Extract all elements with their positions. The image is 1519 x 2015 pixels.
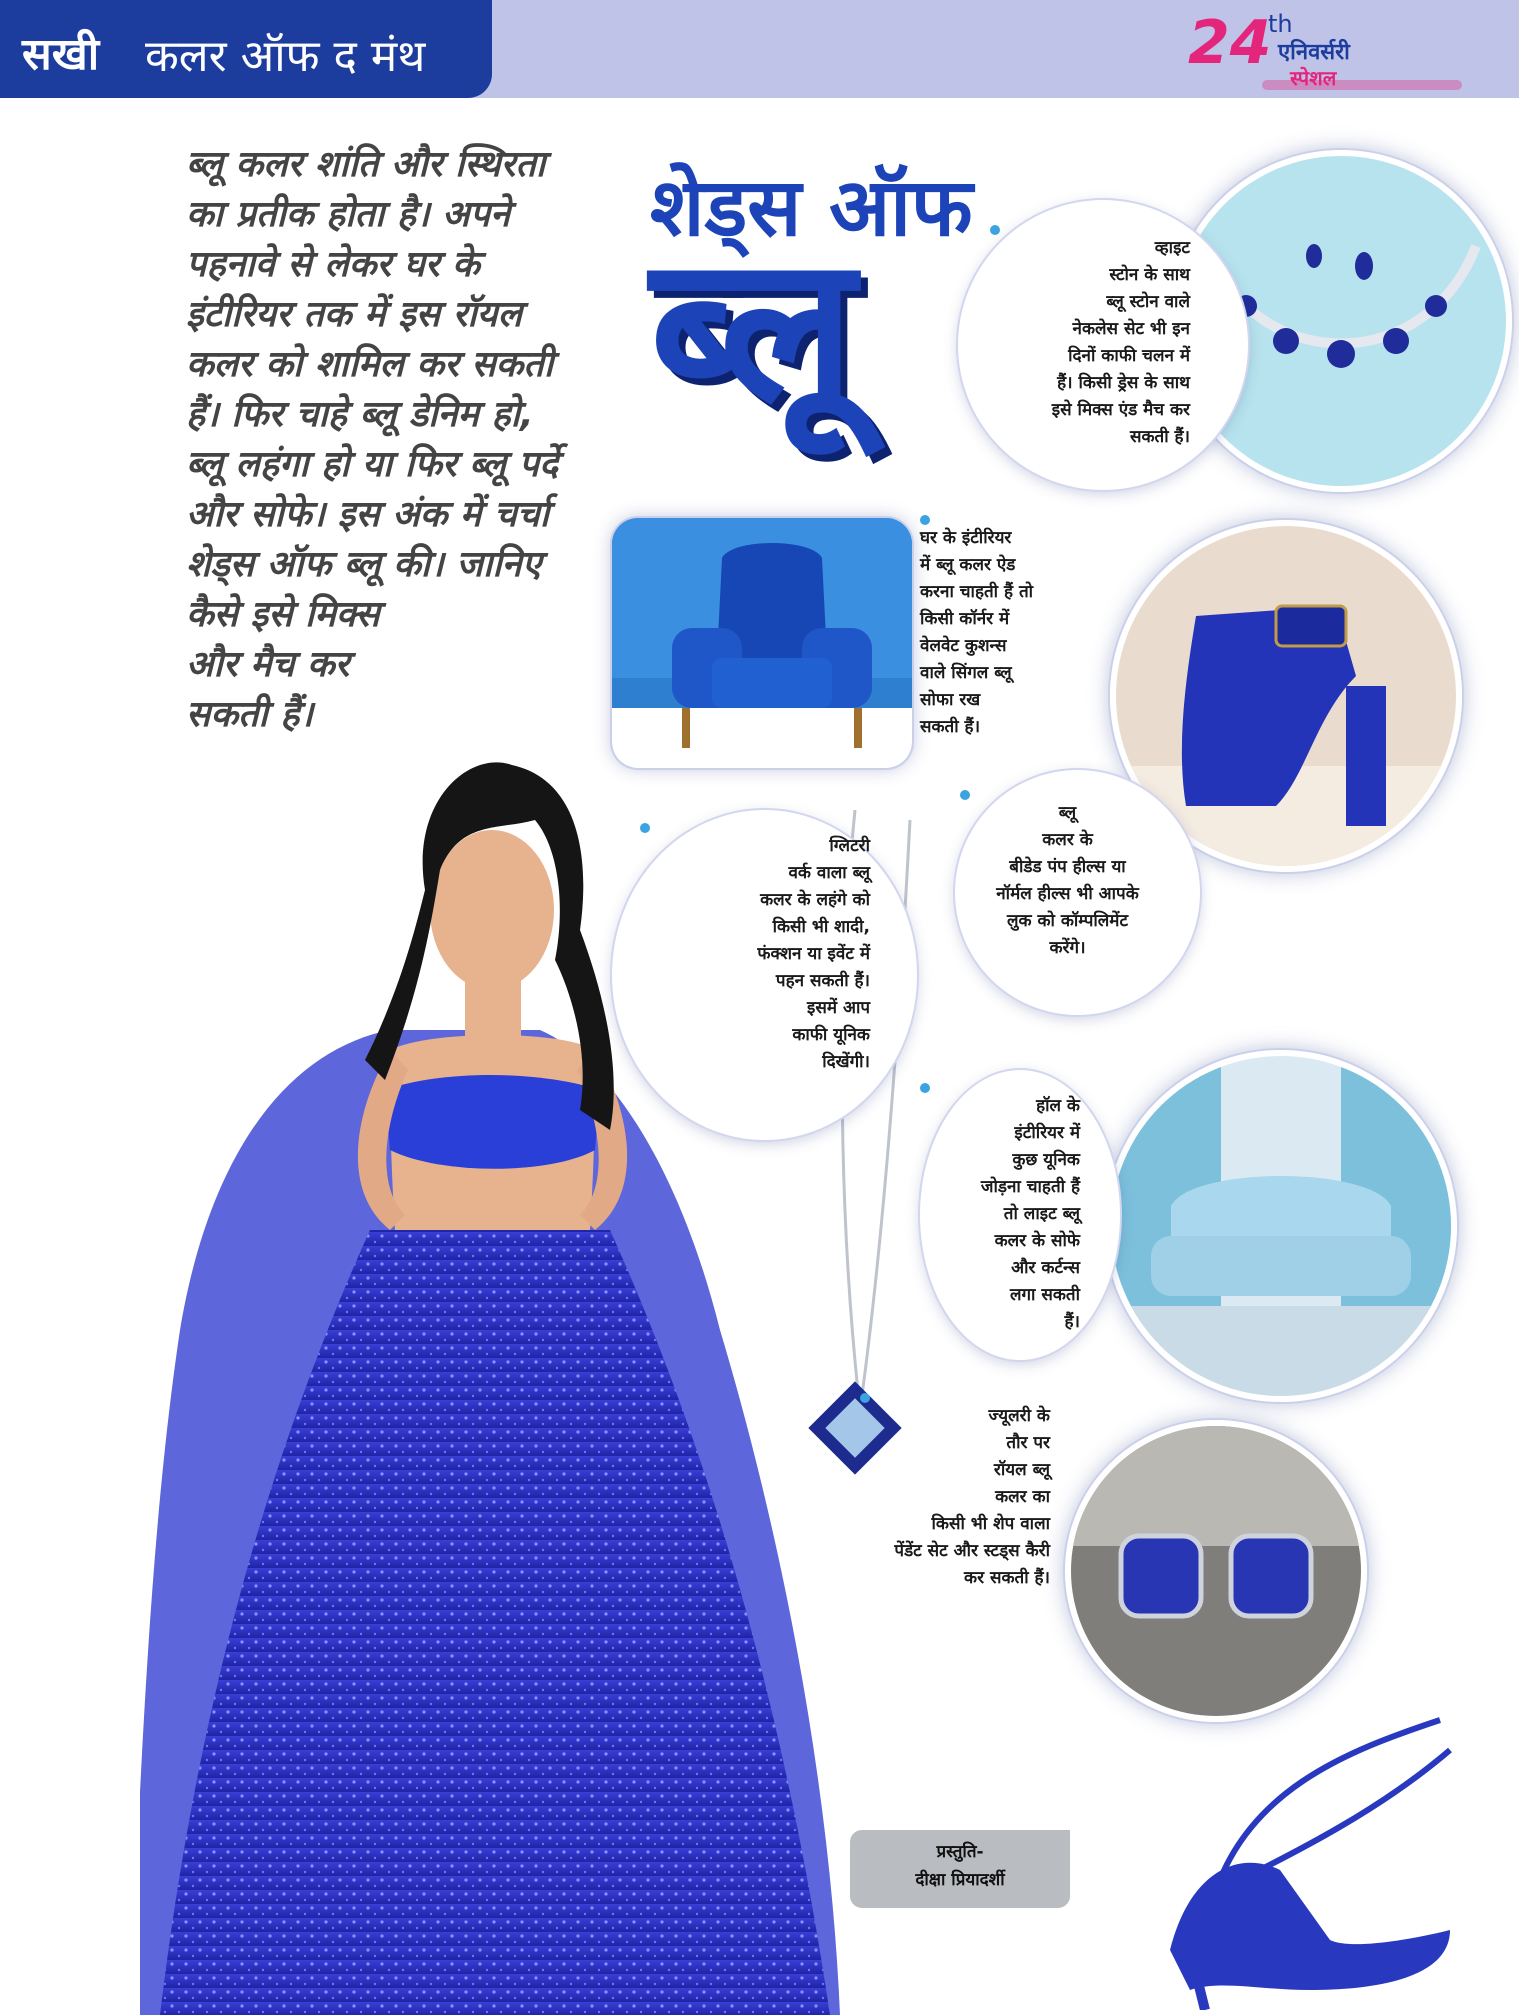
caption-line: रॉयल ब्लू [993,1460,1050,1480]
headline-line1: शेड्स ऑफ [650,161,973,254]
anniversary-line1: एनिवर्सरी [1278,40,1350,65]
caption-line: घर के इंटीरियर [920,515,1110,552]
caption-line: तो लाइट ब्लू [1003,1204,1080,1224]
anniversary-line2: स्पेशल [1290,66,1337,90]
caption-line: फंक्शन या इवेंट में [757,944,870,964]
bullet-icon [920,1083,930,1093]
intro-line: और सोफे। इस अंक में चर्चा [186,494,550,535]
intro-line: ब्लू लहंगा हो या फिर ब्लू पर्दे [186,444,559,485]
caption-line: पहन सकती हैं। [775,971,870,991]
caption-line: ज्यूलरी के [860,1393,1050,1430]
section-name: सखी [22,29,100,80]
caption-line: इसमें आप [807,998,870,1018]
intro-line: का प्रतीक होता है। अपने [186,194,511,235]
caption-line: हैं। [1064,1312,1080,1332]
anniversary-ordinal: th [1268,10,1293,38]
light-blue-sofa-photo [1105,1050,1457,1402]
intro-line: पहनावे से लेकर घर के [186,244,480,285]
bullet-icon [990,225,1000,235]
caption-line: जोड़ना चाहती हैं [980,1177,1080,1197]
caption-line: ब्लू [960,790,1175,827]
caption-line: किसी भी शादी, [772,917,870,937]
caption-line: लुक को कॉम्पलिमेंट [1006,911,1129,931]
heels-caption [960,790,1175,962]
caption-line: किसी भी शेप वाला [931,1514,1050,1534]
intro-line: हैं। फिर चाहे ब्लू डेनिम हो, [186,394,534,435]
sapphire-studs-photo [1065,1420,1367,1722]
sofa-caption [920,515,1110,741]
caption-line: तौर पर [1006,1433,1050,1453]
caption-line: और कर्टन्स [1011,1258,1080,1278]
caption-line: इंटीरियर में [1014,1123,1080,1143]
caption-line: पेंडेंट सेट और स्टड्स कैरी [894,1541,1050,1561]
caption-line: इसे मिक्स एंड मैच कर [1051,400,1190,420]
bullet-icon [860,1393,870,1403]
intro-line: और मैच कर [186,644,350,685]
intro-line: सकती हैं। [186,694,314,735]
lehenga-caption [640,823,870,1076]
anniversary-number: 24 [1188,8,1272,78]
caption-line: काफी यूनिक [792,1025,870,1045]
caption-line: कर सकती हैं। [964,1568,1050,1588]
hall-caption [920,1083,1080,1336]
caption-line: ग्लिटरी [640,823,870,860]
caption-line: करना चाहती हैं तो [920,582,1034,602]
column-title: कलर ऑफ द मंथ [145,31,426,82]
caption-line: नेकलेस सेट भी इन [1072,319,1190,339]
bullet-icon [640,823,650,833]
intro-line: इंटीरियर तक में इस रॉयल [186,294,522,335]
caption-line: कलर के लहंगे को [760,890,870,910]
caption-line: कलर का [995,1487,1050,1507]
credit-box [850,1830,1070,1908]
caption-line: लगा सकती [1009,1285,1080,1305]
lace-up-heel-photo [1150,1690,1480,2010]
intro-line: कलर को शामिल कर सकती [186,344,554,385]
bullet-icon [920,515,930,525]
intro-line: ब्लू कलर शांति और स्थिरता [186,144,546,185]
caption-line: कलर के सोफे [994,1231,1080,1251]
necklace-caption [990,225,1190,451]
caption-line: कलर के [1042,830,1093,850]
bullet-icon [960,790,970,800]
caption-line: सकती हैं। [1129,427,1190,447]
caption-line: कुछ यूनिक [1012,1150,1080,1170]
caption-line: दिनों काफी चलन में [1068,346,1190,366]
caption-line: हॉल के [920,1083,1080,1120]
caption-line: सोफा रख [920,690,981,710]
credit-label: प्रस्तुति- [936,1842,984,1862]
credit-name: दीक्षा प्रियादर्शी [915,1870,1005,1890]
headline-line2: ब्लू [650,213,856,446]
caption-line: करेंगे। [1049,938,1086,958]
caption-line: स्टोन के साथ [1109,265,1190,285]
caption-line: किसी कॉर्नर में [920,609,1010,629]
caption-line: वर्क वाला ब्लू [788,863,870,883]
intro-line: शेड्स ऑफ ब्लू की। जानिए [186,544,542,585]
caption-line: वाले सिंगल ब्लू [920,663,1012,683]
caption-line: नॉर्मल हील्स भी आपके [996,884,1139,904]
caption-line: बीडेड पंप हील्स या [1009,857,1126,877]
caption-line: हैं। किसी ड्रेस के साथ [1057,373,1190,393]
caption-line: दिखेंगी। [822,1052,870,1072]
caption-line: में ब्लू कलर ऐड [920,555,1016,575]
intro-line: कैसे इसे मिक्स [186,594,380,635]
caption-line: ब्लू स्टोन वाले [1106,292,1190,312]
caption-line: व्हाइट [990,225,1190,262]
caption-line: वेलवेट कुशन्स [920,636,1007,656]
blue-chair-photo [612,518,912,768]
jewelry-caption [860,1393,1050,1592]
caption-line: सकती हैं। [920,717,981,737]
